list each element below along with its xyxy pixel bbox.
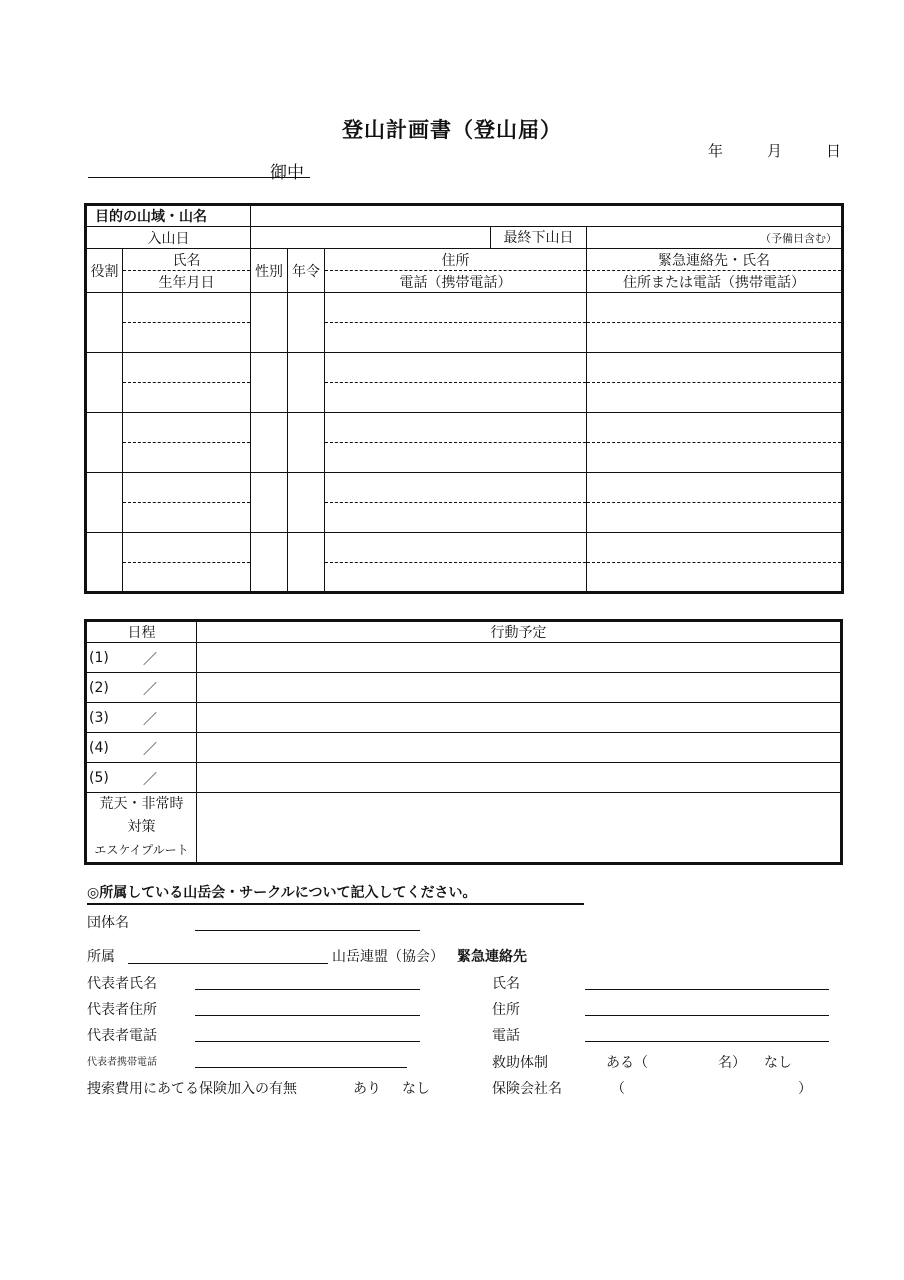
member-sex-field[interactable] [251,293,288,353]
member-role-field[interactable] [86,473,123,533]
mountain-field[interactable] [251,205,843,227]
col-birthdate-header: 生年月日 [123,271,251,293]
schedule-plan-field[interactable] [197,643,842,673]
date-day-label: 日 [826,142,842,160]
schedule-date-slash: ／ [143,742,157,758]
member-birthdate-field[interactable] [123,503,251,533]
member-sex-field[interactable] [251,533,288,593]
rep-name-field[interactable] [195,989,420,990]
member-age-field[interactable] [288,413,325,473]
col-name-header: 氏名 [123,249,251,271]
rescue-count-label: 名） [718,1055,746,1071]
member-role-field[interactable] [86,353,123,413]
member-emergency-contact-field[interactable] [587,563,843,593]
schedule-date-cell[interactable] [86,673,197,703]
emergency-plan-label [86,793,197,864]
member-row-lower [86,323,843,353]
member-emergency-name-field[interactable] [587,293,843,323]
schedule-date-slash: ／ [143,682,157,698]
schedule-day-number: (5) [89,770,109,786]
club-section-heading: ◎所属している山岳会・サークルについて記入してください。 [87,885,477,901]
member-address-field[interactable] [325,353,587,383]
schedule-row [86,733,842,763]
member-name-field[interactable] [123,413,251,443]
member-sex-field[interactable] [251,353,288,413]
member-address-field[interactable] [325,533,587,563]
emergency-line-3: エスケイプルート [94,843,189,857]
ec-phone-field[interactable] [585,1041,829,1042]
date-month-label: 月 [767,142,783,160]
schedule-date-slash: ／ [143,652,157,668]
insurance-no-option[interactable]: なし [402,1081,430,1097]
rep-address-field[interactable] [195,1015,420,1016]
ec-name-label: 氏名 [492,976,520,992]
schedule-plan-field[interactable] [197,763,842,793]
member-row-lower [86,383,843,413]
member-age-field[interactable] [288,293,325,353]
member-emergency-name-field[interactable] [587,533,843,563]
schedule-row [86,643,842,673]
member-emergency-name-field[interactable] [587,413,843,443]
rescue-yes-option[interactable]: ある（ [606,1055,648,1071]
mountain-label: 目的の山域・山名 [86,205,251,227]
member-emergency-name-field[interactable] [587,473,843,503]
member-phone-field[interactable] [325,503,587,533]
member-phone-field[interactable] [325,563,587,593]
col-plan-header: 行動予定 [197,621,842,643]
member-rows [86,293,843,593]
member-sex-field[interactable] [251,413,288,473]
member-row-lower [86,503,843,533]
rep-phone-label: 代表者電話 [87,1028,157,1044]
ec-name-field[interactable] [585,989,829,990]
member-row [86,353,843,383]
member-birthdate-field[interactable] [123,563,251,593]
col-age-header: 年令 [288,249,325,293]
schedule-date-cell[interactable] [86,763,197,793]
member-row [86,533,843,563]
org-name-field[interactable] [195,930,420,931]
schedule-rows [86,643,842,793]
member-row-lower [86,563,843,593]
emergency-line-2: 対策 [127,819,156,835]
schedule-day-number: (1) [89,650,109,666]
member-emergency-contact-field[interactable] [587,323,843,353]
insurer-paren-open: （ [611,1081,625,1097]
org-name-label: 団体名 [87,915,129,931]
insurance-yes-option[interactable]: あり [353,1081,381,1097]
member-phone-field[interactable] [325,323,587,353]
date-year-label: 年 [708,142,724,160]
schedule-date-cell[interactable] [86,643,197,673]
member-phone-field[interactable] [325,443,587,473]
entry-date-field[interactable] [251,227,587,249]
schedule-date-cell[interactable] [86,703,197,733]
col-emergency-contact-header: 住所または電話（携帯電話） [587,271,843,293]
member-role-field[interactable] [86,413,123,473]
affiliation-field[interactable] [128,963,328,964]
member-address-field[interactable] [325,413,587,443]
emergency-plan-field[interactable] [197,793,842,864]
schedule-day-number: (4) [89,740,109,756]
schedule-plan-field[interactable] [197,703,842,733]
member-sex-field[interactable] [251,473,288,533]
addressee-suffix: 御中 [270,163,304,183]
member-emergency-contact-field[interactable] [587,443,843,473]
member-row [86,413,843,443]
member-birthdate-field[interactable] [123,443,251,473]
member-emergency-contact-field[interactable] [587,503,843,533]
col-address-header: 住所 [325,249,587,271]
col-emergency-name-header: 緊急連絡先・氏名 [587,249,843,271]
affiliation-label: 所属 [87,949,115,965]
schedule-row [86,703,842,733]
col-schedule-header: 日程 [86,621,197,643]
member-age-field[interactable] [288,533,325,593]
federation-label: 山岳連盟（協会） [332,949,444,965]
emergency-contact-label: 緊急連絡先 [457,949,527,965]
member-address-field[interactable] [325,473,587,503]
member-name-field[interactable] [123,533,251,563]
insurer-name-field[interactable] [625,1080,793,1098]
ec-phone-label: 電話 [492,1028,520,1044]
rep-mobile-label: 代表者携帯電話 [87,1057,157,1068]
page-title: 登山計画書（登山届） [342,118,562,142]
member-phone-field[interactable] [325,383,587,413]
club-section-divider [87,903,584,905]
schedule-row [86,673,842,703]
insurer-name-label: 保険会社名 [492,1081,562,1097]
schedule-day-number: (2) [89,680,109,696]
member-row [86,293,843,323]
member-birthdate-field[interactable] [123,323,251,353]
rescue-system-label: 救助体制 [492,1055,548,1071]
schedule-plan-field[interactable] [197,673,842,703]
emergency-line-1: 荒天・非常時 [99,796,184,812]
ec-address-field[interactable] [585,1015,829,1016]
rep-phone-field[interactable] [195,1041,420,1042]
member-age-field[interactable] [288,473,325,533]
member-emergency-name-field[interactable] [587,353,843,383]
col-role-header: 役割 [86,249,123,293]
final-descent-label: 最終下山日 [490,227,586,248]
member-row-lower [86,443,843,473]
rep-address-label: 代表者住所 [87,1002,157,1018]
rep-name-label: 代表者氏名 [87,976,157,992]
insurance-question-label: 捜索費用にあてる保険加入の有無 [87,1081,297,1097]
member-role-field[interactable] [86,293,123,353]
col-sex-header: 性別 [251,249,288,293]
member-name-field[interactable] [123,473,251,503]
member-name-field[interactable] [123,293,251,323]
member-role-field[interactable] [86,533,123,593]
schedule-date-cell[interactable] [86,733,197,763]
member-address-field[interactable] [325,293,587,323]
member-age-field[interactable] [288,353,325,413]
schedule-table [84,619,843,865]
member-emergency-contact-field[interactable] [587,383,843,413]
member-birthdate-field[interactable] [123,383,251,413]
member-table [84,203,844,594]
member-name-field[interactable] [123,353,251,383]
entry-date-label: 入山日 [86,227,251,249]
rep-mobile-field[interactable] [195,1067,407,1068]
insurer-paren-close: ） [798,1081,812,1097]
reserve-note: （予備日含む） [587,227,843,249]
schedule-date-slash: ／ [143,712,157,728]
schedule-row [86,763,842,793]
ec-address-label: 住所 [492,1002,520,1018]
schedule-date-slash: ／ [143,772,157,788]
schedule-day-number: (3) [89,710,109,726]
member-row [86,473,843,503]
schedule-plan-field[interactable] [197,733,842,763]
rescue-no-option[interactable]: なし [764,1055,792,1071]
col-phone-header: 電話（携帯電話） [325,271,587,293]
